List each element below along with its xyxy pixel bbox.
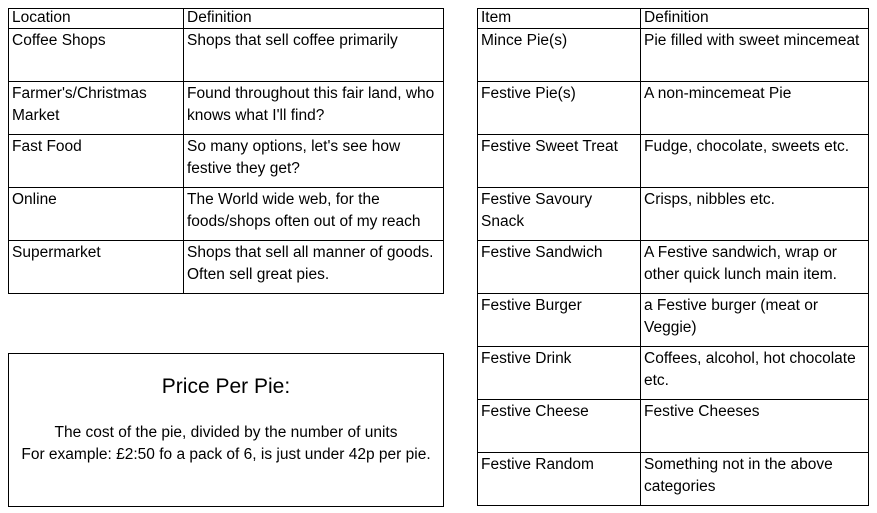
price-per-pie-line: The cost of the pie, divided by the number of units <box>54 424 398 441</box>
table-row <box>9 82 444 135</box>
location-definition: The World wide web, for the foods/shops often out of my reach <box>184 188 444 241</box>
item-name: Festive Cheese <box>478 400 641 453</box>
item-name: Festive Random <box>478 453 641 506</box>
item-definition: Crisps, nibbles etc. <box>641 188 869 241</box>
item-name: Festive Sweet Treat <box>478 135 641 188</box>
location-name: Farmer's/Christmas Market <box>9 82 184 135</box>
item-definitions-table <box>477 8 869 506</box>
price-per-pie-title: Price Per Pie: <box>161 375 291 398</box>
table-row <box>478 241 869 294</box>
item-name: Festive Savoury Snack <box>478 188 641 241</box>
location-definitions-table <box>8 8 444 294</box>
price-per-pie-example: For example: £2:50 fo a pack of 6, is just under 42p per pie. <box>21 446 431 463</box>
item-name: Festive Drink <box>478 347 641 400</box>
column-header-location: Location <box>9 9 184 29</box>
table-row <box>478 400 869 453</box>
table-row <box>478 294 869 347</box>
item-definition: Fudge, chocolate, sweets etc. <box>641 135 869 188</box>
table-row <box>478 82 869 135</box>
table-row <box>9 29 444 82</box>
location-name: Fast Food <box>9 135 184 188</box>
table-header-row <box>478 9 869 29</box>
item-definition: A non-mincemeat Pie <box>641 82 869 135</box>
location-definition: Shops that sell coffee primarily <box>184 29 444 82</box>
location-name: Online <box>9 188 184 241</box>
location-definition: Found throughout this fair land, who knows what I'll find? <box>184 82 444 135</box>
table-row <box>478 453 869 506</box>
item-name: Mince Pie(s) <box>478 29 641 82</box>
item-definition: Pie filled with sweet mincemeat <box>641 29 869 82</box>
price-per-pie-description <box>9 422 443 466</box>
column-header-definition: Definition <box>184 9 444 29</box>
item-definition: Festive Cheeses <box>641 400 869 453</box>
item-definition: a Festive burger (meat or Veggie) <box>641 294 869 347</box>
table-row <box>9 135 444 188</box>
price-per-pie-box <box>8 353 444 507</box>
item-definition: Something not in the above categories <box>641 453 869 506</box>
item-definition: A Festive sandwich, wrap or other quick lunch main item. <box>641 241 869 294</box>
table-row <box>9 188 444 241</box>
item-name: Festive Sandwich <box>478 241 641 294</box>
table-header-row <box>9 9 444 29</box>
item-name: Festive Pie(s) <box>478 82 641 135</box>
location-name: Supermarket <box>9 241 184 294</box>
item-name: Festive Burger <box>478 294 641 347</box>
location-name: Coffee Shops <box>9 29 184 82</box>
table-row <box>478 347 869 400</box>
column-header-definition: Definition <box>641 9 869 29</box>
table-row <box>478 188 869 241</box>
column-header-item: Item <box>478 9 641 29</box>
table-row <box>478 29 869 82</box>
item-definition: Coffees, alcohol, hot chocolate etc. <box>641 347 869 400</box>
location-definition: Shops that sell all manner of goods. Often sell great pies. <box>184 241 444 294</box>
location-definition: So many options, let's see how festive they get? <box>184 135 444 188</box>
table-row <box>478 135 869 188</box>
table-row <box>9 241 444 294</box>
